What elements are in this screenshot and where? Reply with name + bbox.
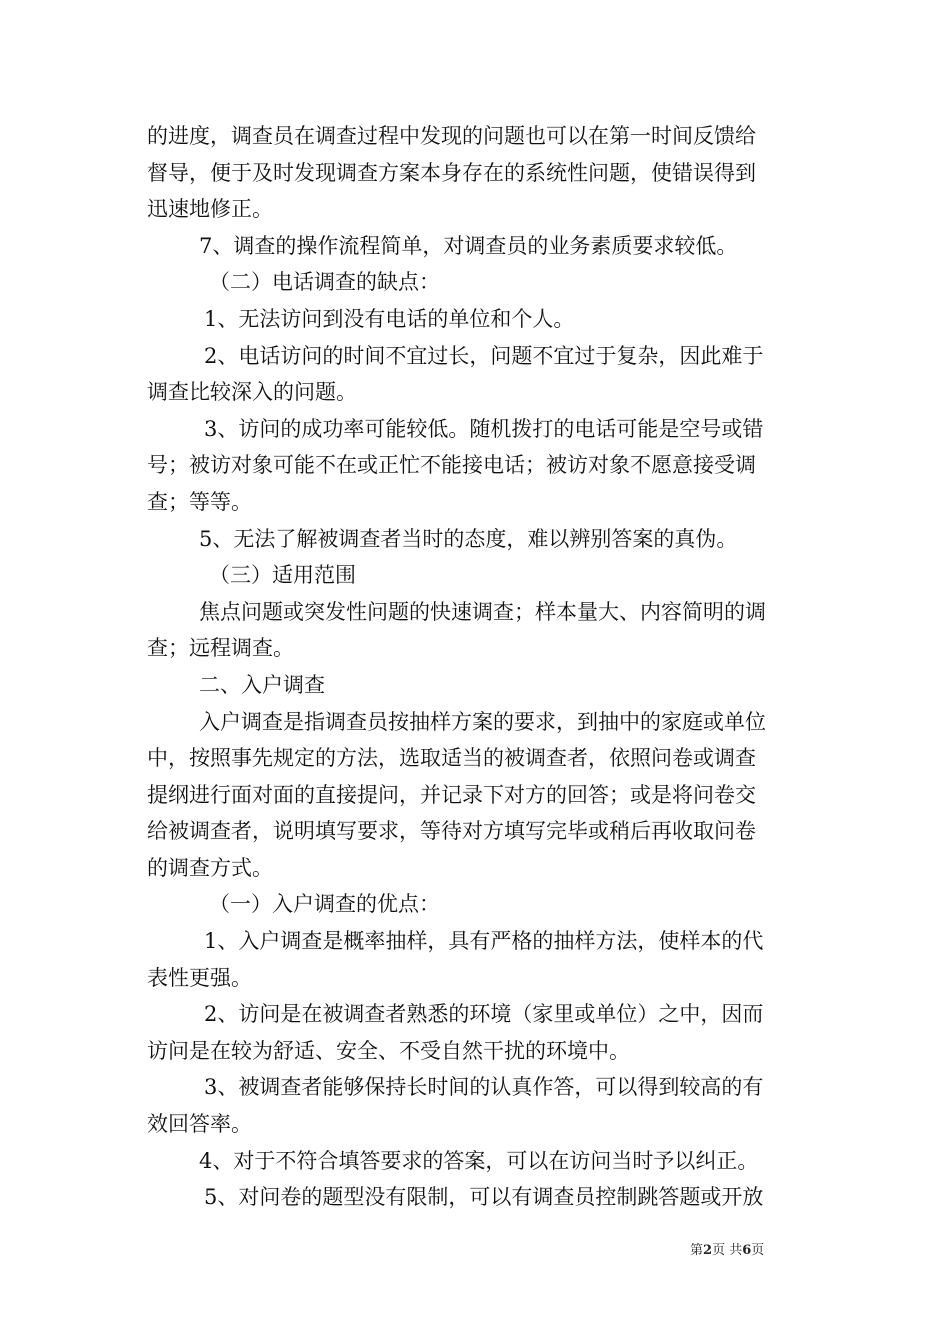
footer-suffix: 页	[751, 1243, 765, 1258]
text-line: 迅速地修正。	[147, 197, 273, 222]
text-line: 的进度，调查员在调查过程中发现的问题也可以在第一时间反馈给	[147, 124, 756, 148]
list-item: 5、对问卷的题型没有限制，可以有调查员控制跳答题或开放	[204, 1185, 764, 1210]
text-line: 查；等等。	[147, 489, 252, 514]
footer-middle: 页 共	[712, 1243, 743, 1258]
text-line: 表性更强。	[147, 965, 252, 990]
text-line: 的调查方式。	[147, 855, 273, 880]
list-item: 3、访问的成功率可能较低。随机拨打的电话可能是空号或错	[204, 416, 764, 441]
text-line: 效回答率。	[147, 1112, 252, 1137]
page-footer	[690, 1243, 810, 1259]
footer-prefix: 第	[690, 1243, 704, 1258]
list-item: 1、无法访问到没有电话的单位和个人。	[204, 306, 575, 331]
text-line: 督导，便于及时发现调查方案本身存在的系统性问题，使错误得到	[147, 160, 756, 185]
section-heading: （三）适用范围	[209, 563, 356, 588]
paragraph-start: 焦点问题或突发性问题的快速调查；样本量大、内容简明的调	[199, 599, 766, 624]
list-item: 5、无法了解被调查者当时的态度，难以辨别答案的真伪。	[199, 526, 738, 551]
chapter-heading: 二、入户调查	[199, 672, 325, 697]
list-item: 1、入户调查是概率抽样，具有严格的抽样方法，使样本的代	[204, 929, 764, 954]
text-line: 中，按照事先规定的方法，选取适当的被调查者，依照问卷或调查	[147, 746, 756, 771]
text-line: 给被调查者，说明填写要求，等待对方填写完毕或稍后再收取问卷	[147, 819, 756, 844]
list-item: 2、电话访问的时间不宜过长，问题不宜过于复杂，因此难于	[204, 343, 764, 368]
list-item: 3、被调查者能够保持长时间的认真作答，可以得到较高的有	[204, 1075, 764, 1100]
list-item: 4、对于不符合填答要求的答案，可以在访问当时予以纠正。	[199, 1148, 759, 1173]
section-heading: （二）电话调查的缺点：	[209, 270, 440, 295]
text-line: 号；被访对象可能不在或正忙不能接电话；被访对象不愿意接受调	[147, 453, 756, 478]
list-item: 7、调查的操作流程简单，对调查员的业务素质要求较低。	[199, 233, 738, 258]
current-page-number: 2	[703, 1243, 713, 1258]
list-item: 2、访问是在被调查者熟悉的环境（家里或单位）之中，因而	[204, 1002, 764, 1027]
paragraph-start: 入户调查是指调查员按抽样方案的要求，到抽中的家庭或单位	[199, 709, 766, 734]
text-line: 查；远程调查。	[147, 636, 294, 661]
text-line: 调查比较深入的问题。	[147, 380, 357, 405]
text-line: 提纲进行面对面的直接提问，并记录下对方的回答；或是将问卷交	[147, 782, 756, 807]
section-heading: （一）入户调查的优点：	[209, 892, 440, 917]
text-line: 访问是在较为舒适、安全、不受自然干扰的环境中。	[147, 1038, 630, 1063]
body-text	[147, 118, 807, 1216]
total-page-number: 6	[742, 1243, 752, 1258]
